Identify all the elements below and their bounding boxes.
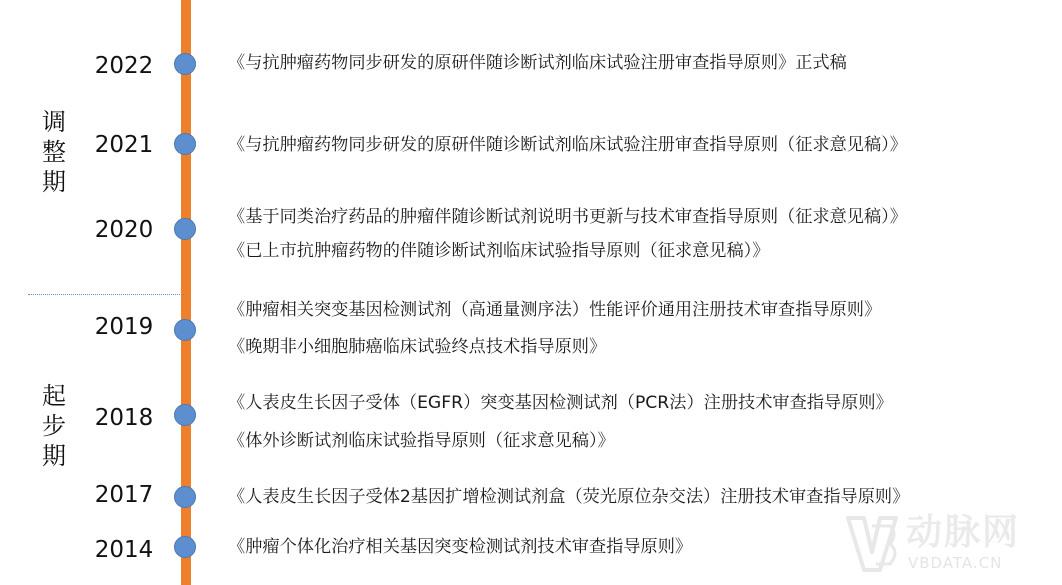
year-label: 2021 xyxy=(94,132,154,158)
doc-title: 《已上市抗肿瘤药物的伴随诊断试剂临床试验指导原则（征求意见稿）》 xyxy=(228,241,770,261)
timeline-node xyxy=(174,319,196,341)
phase-char: 期 xyxy=(42,442,66,470)
timeline-node xyxy=(174,404,196,426)
timeline-node xyxy=(174,536,196,558)
phase-char: 整 xyxy=(42,138,66,166)
phase-label-adjustment xyxy=(34,107,74,197)
timeline-node xyxy=(174,218,196,240)
year-label: 2020 xyxy=(94,217,154,243)
year-label: 2017 xyxy=(94,482,154,508)
phase-divider xyxy=(28,294,184,295)
timeline-node xyxy=(174,486,196,508)
doc-title: 《肿瘤相关突变基因检测试剂（高通量测序法）性能评价通用注册技术审查指导原则》 xyxy=(228,300,882,320)
phase-char: 期 xyxy=(42,168,66,196)
phase-label-startup xyxy=(34,381,74,471)
doc-title: 《基于同类治疗药品的肿瘤伴随诊断试剂说明书更新与技术审查指导原则（征求意见稿）》 xyxy=(228,207,907,227)
doc-title: 《体外诊断试剂临床试验指导原则（征求意见稿）》 xyxy=(228,431,615,451)
doc-title: 《肿瘤个体化治疗相关基因突变检测试剂技术审查指导原则》 xyxy=(228,537,693,557)
doc-title: 《与抗肿瘤药物同步研发的原研伴随诊断试剂临床试验注册审查指导原则（征求意见稿）》 xyxy=(228,135,907,155)
phase-char: 步 xyxy=(42,412,66,440)
doc-title: 《人表皮生长因子受体2基因扩增检测试剂盒（荧光原位杂交法）注册技术审查指导原则》 xyxy=(228,487,910,507)
phase-char: 调 xyxy=(42,108,66,136)
timeline-node xyxy=(174,53,196,75)
year-label: 2014 xyxy=(94,537,154,563)
year-label: 2022 xyxy=(94,53,154,79)
doc-title: 《与抗肿瘤药物同步研发的原研伴随诊断试剂临床试验注册审查指导原则》正式稿 xyxy=(228,53,847,73)
watermark-url: VBDATA.CN xyxy=(908,554,1003,572)
phase-char: 起 xyxy=(42,382,66,410)
doc-title: 《人表皮生长因子受体（EGFR）突变基因检测试剂（PCR法）注册技术审查指导原则》 xyxy=(228,393,893,413)
watermark xyxy=(842,510,1054,582)
vb-logo-icon xyxy=(842,512,902,576)
year-label: 2019 xyxy=(94,314,154,340)
year-label: 2018 xyxy=(94,405,154,431)
doc-title: 《晚期非小细胞肺癌临床试验终点技术指导原则》 xyxy=(228,337,607,357)
watermark-text: 动脉网 xyxy=(906,512,1021,553)
timeline-node xyxy=(174,133,196,155)
